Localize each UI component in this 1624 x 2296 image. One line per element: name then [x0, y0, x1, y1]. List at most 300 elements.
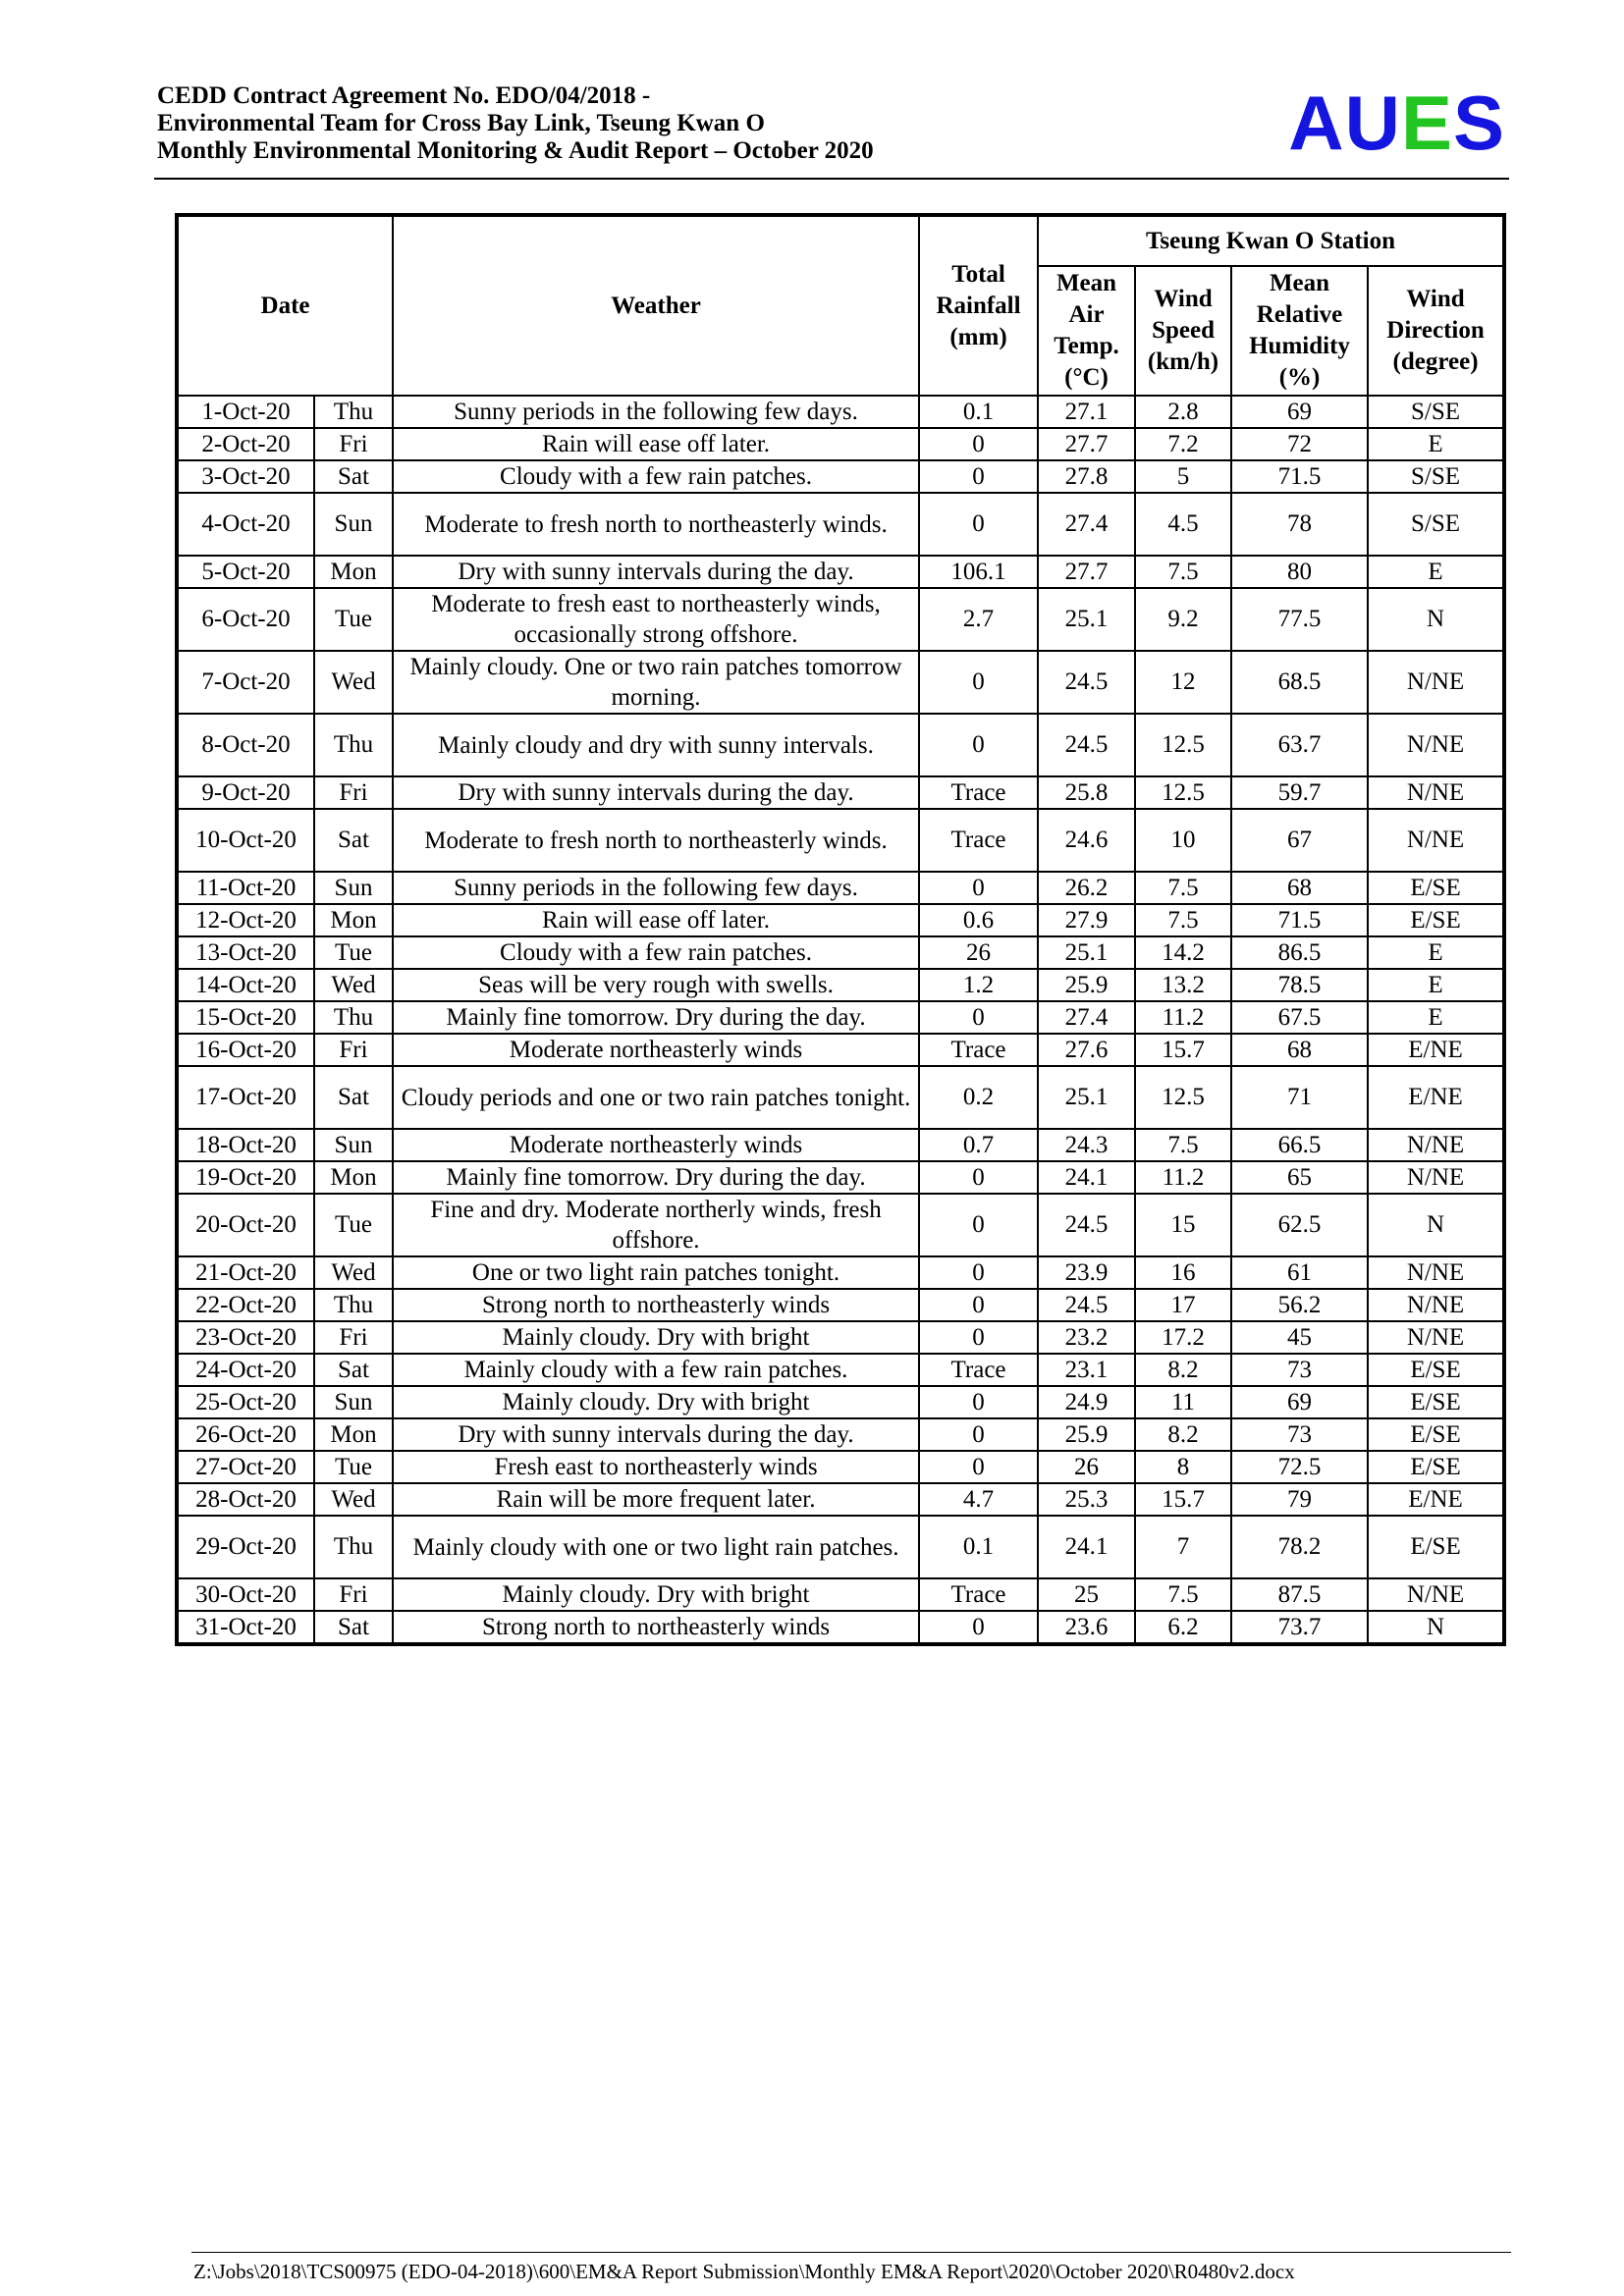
- humidity-cell: 62.5: [1231, 1194, 1368, 1256]
- rainfall-cell: 0: [919, 493, 1038, 556]
- table-row: [177, 396, 1504, 428]
- date-cell: 24-Oct-20: [177, 1354, 314, 1386]
- wind-speed-cell: 15: [1135, 1194, 1231, 1256]
- rainfall-cell: 0: [919, 1451, 1038, 1483]
- wind-direction-cell: E/SE: [1368, 1451, 1504, 1483]
- temp-cell: 26.2: [1038, 872, 1135, 904]
- rainfall-cell: 4.7: [919, 1483, 1038, 1516]
- table-row: [177, 428, 1504, 460]
- weather-cell: Fresh east to northeasterly winds: [393, 1451, 919, 1483]
- date-cell: 14-Oct-20: [177, 969, 314, 1001]
- humidity-cell: 68.5: [1231, 651, 1368, 714]
- temp-cell: 23.2: [1038, 1321, 1135, 1354]
- table-row: [177, 588, 1504, 651]
- rainfall-cell: 0.2: [919, 1066, 1038, 1129]
- wind-speed-cell: 7.5: [1135, 872, 1231, 904]
- wind-speed-cell: 11.2: [1135, 1001, 1231, 1034]
- day-cell: Tue: [314, 936, 393, 969]
- wind-direction-cell: E/SE: [1368, 1386, 1504, 1418]
- wind-direction-cell: N/NE: [1368, 1129, 1504, 1161]
- wind-speed-cell: 11: [1135, 1386, 1231, 1418]
- wind-direction-cell: E/SE: [1368, 1354, 1504, 1386]
- date-cell: 17-Oct-20: [177, 1066, 314, 1129]
- wind-direction-cell: N/NE: [1368, 651, 1504, 714]
- table-row: [177, 714, 1504, 776]
- table-row: [177, 1001, 1504, 1034]
- humidity-cell: 68: [1231, 1034, 1368, 1066]
- weather-cell: Rain will be more frequent later.: [393, 1483, 919, 1516]
- wind-direction-cell: N/NE: [1368, 809, 1504, 872]
- team-line: Environmental Team for Cross Bay Link, Tseung Kwan O: [157, 110, 765, 136]
- temp-cell: 24.3: [1038, 1129, 1135, 1161]
- table-row: [177, 1516, 1504, 1578]
- weather-cell: Rain will ease off later.: [393, 904, 919, 936]
- humidity-cell: 71.5: [1231, 460, 1368, 493]
- humidity-cell: 68: [1231, 872, 1368, 904]
- temp-cell: 27.4: [1038, 1001, 1135, 1034]
- weather-cell: Mainly fine tomorrow. Dry during the day.: [393, 1001, 919, 1034]
- table-row: [177, 493, 1504, 556]
- date-cell: 4-Oct-20: [177, 493, 314, 556]
- humidity-cell: 72: [1231, 428, 1368, 460]
- day-cell: Mon: [314, 556, 393, 588]
- day-cell: Sat: [314, 1354, 393, 1386]
- rainfall-cell: 0: [919, 1001, 1038, 1034]
- day-cell: Sat: [314, 1066, 393, 1129]
- wind-direction-cell: E/NE: [1368, 1483, 1504, 1516]
- rainfall-cell: Trace: [919, 1578, 1038, 1611]
- wind-speed-cell: 9.2: [1135, 588, 1231, 651]
- humidity-cell: 73: [1231, 1354, 1368, 1386]
- wind-direction-cell: E/SE: [1368, 1516, 1504, 1578]
- temp-cell: 24.1: [1038, 1516, 1135, 1578]
- rainfall-cell: Trace: [919, 776, 1038, 809]
- humidity-cell: 56.2: [1231, 1289, 1368, 1321]
- table-row: [177, 1451, 1504, 1483]
- header-rainfall: Total Rainfall (mm): [919, 215, 1038, 396]
- temp-cell: 24.5: [1038, 1289, 1135, 1321]
- wind-speed-cell: 7: [1135, 1516, 1231, 1578]
- date-cell: 19-Oct-20: [177, 1161, 314, 1194]
- day-cell: Thu: [314, 1289, 393, 1321]
- table-row: [177, 1161, 1504, 1194]
- date-cell: 1-Oct-20: [177, 396, 314, 428]
- date-cell: 21-Oct-20: [177, 1256, 314, 1289]
- weather-cell: Moderate to fresh north to northeasterly winds.: [393, 493, 919, 556]
- aues-logo: [1288, 80, 1505, 166]
- table-row: [177, 1418, 1504, 1451]
- weather-cell: Cloudy with a few rain patches.: [393, 460, 919, 493]
- wind-direction-cell: E: [1368, 936, 1504, 969]
- temp-cell: 27.7: [1038, 428, 1135, 460]
- temp-cell: 24.5: [1038, 651, 1135, 714]
- wind-speed-cell: 12.5: [1135, 1066, 1231, 1129]
- weather-cell: Sunny periods in the following few days.: [393, 396, 919, 428]
- table-row: [177, 1066, 1504, 1129]
- rainfall-cell: 2.7: [919, 588, 1038, 651]
- rainfall-cell: 0: [919, 1321, 1038, 1354]
- wind-speed-cell: 17.2: [1135, 1321, 1231, 1354]
- weather-cell: One or two light rain patches tonight.: [393, 1256, 919, 1289]
- wind-direction-cell: N/NE: [1368, 714, 1504, 776]
- weather-cell: Dry with sunny intervals during the day.: [393, 1418, 919, 1451]
- table-row: [177, 1321, 1504, 1354]
- day-cell: Sun: [314, 493, 393, 556]
- header-temp: Mean Air Temp. (°C): [1038, 266, 1135, 396]
- date-cell: 13-Oct-20: [177, 936, 314, 969]
- day-cell: Wed: [314, 1483, 393, 1516]
- rainfall-cell: 0: [919, 714, 1038, 776]
- wind-direction-cell: N: [1368, 1611, 1504, 1644]
- day-cell: Mon: [314, 904, 393, 936]
- temp-cell: 25: [1038, 1578, 1135, 1611]
- wind-speed-cell: 14.2: [1135, 936, 1231, 969]
- humidity-cell: 59.7: [1231, 776, 1368, 809]
- table-row: [177, 936, 1504, 969]
- table-row: [177, 1194, 1504, 1256]
- table-row: [177, 809, 1504, 872]
- temp-cell: 23.9: [1038, 1256, 1135, 1289]
- table-body: [177, 396, 1504, 1644]
- wind-speed-cell: 8.2: [1135, 1418, 1231, 1451]
- table-row: [177, 1256, 1504, 1289]
- day-cell: Tue: [314, 1451, 393, 1483]
- wind-speed-cell: 5: [1135, 460, 1231, 493]
- date-cell: 2-Oct-20: [177, 428, 314, 460]
- temp-cell: 27.8: [1038, 460, 1135, 493]
- wind-direction-cell: E/SE: [1368, 904, 1504, 936]
- date-cell: 27-Oct-20: [177, 1451, 314, 1483]
- temp-cell: 25.9: [1038, 969, 1135, 1001]
- rainfall-cell: 0: [919, 428, 1038, 460]
- temp-cell: 25.1: [1038, 1066, 1135, 1129]
- date-cell: 18-Oct-20: [177, 1129, 314, 1161]
- rainfall-cell: 0: [919, 1289, 1038, 1321]
- wind-speed-cell: 12.5: [1135, 776, 1231, 809]
- weather-cell: Mainly fine tomorrow. Dry during the day.: [393, 1161, 919, 1194]
- wind-direction-cell: N/NE: [1368, 1578, 1504, 1611]
- logo-letter-e: E: [1400, 80, 1453, 166]
- wind-direction-cell: E/SE: [1368, 872, 1504, 904]
- table-row: [177, 1483, 1504, 1516]
- date-cell: 5-Oct-20: [177, 556, 314, 588]
- rainfall-cell: 0: [919, 1611, 1038, 1644]
- day-cell: Wed: [314, 651, 393, 714]
- day-cell: Fri: [314, 1321, 393, 1354]
- wind-speed-cell: 4.5: [1135, 493, 1231, 556]
- day-cell: Tue: [314, 1194, 393, 1256]
- day-cell: Sat: [314, 1611, 393, 1644]
- temp-cell: 23.1: [1038, 1354, 1135, 1386]
- header-wind-direction: Wind Direction (degree): [1368, 266, 1504, 396]
- table-row: [177, 1034, 1504, 1066]
- humidity-cell: 69: [1231, 396, 1368, 428]
- humidity-cell: 67.5: [1231, 1001, 1368, 1034]
- day-cell: Fri: [314, 1034, 393, 1066]
- humidity-cell: 78: [1231, 493, 1368, 556]
- rainfall-cell: 106.1: [919, 556, 1038, 588]
- temp-cell: 27.9: [1038, 904, 1135, 936]
- wind-direction-cell: E: [1368, 556, 1504, 588]
- weather-cell: Seas will be very rough with swells.: [393, 969, 919, 1001]
- wind-speed-cell: 7.5: [1135, 1578, 1231, 1611]
- wind-speed-cell: 15.7: [1135, 1034, 1231, 1066]
- rainfall-cell: Trace: [919, 809, 1038, 872]
- header-weather: Weather: [393, 215, 919, 396]
- logo-letter-s: S: [1452, 80, 1505, 166]
- wind-speed-cell: 17: [1135, 1289, 1231, 1321]
- temp-cell: 25.3: [1038, 1483, 1135, 1516]
- wind-speed-cell: 12.5: [1135, 714, 1231, 776]
- day-cell: Sat: [314, 809, 393, 872]
- temp-cell: 25.1: [1038, 936, 1135, 969]
- contract-line: CEDD Contract Agreement No. EDO/04/2018 -: [157, 82, 651, 109]
- wind-speed-cell: 11.2: [1135, 1161, 1231, 1194]
- day-cell: Sun: [314, 1129, 393, 1161]
- date-cell: 9-Oct-20: [177, 776, 314, 809]
- wind-direction-cell: N: [1368, 1194, 1504, 1256]
- date-cell: 7-Oct-20: [177, 651, 314, 714]
- rainfall-cell: 1.2: [919, 969, 1038, 1001]
- wind-speed-cell: 16: [1135, 1256, 1231, 1289]
- temp-cell: 25.9: [1038, 1418, 1135, 1451]
- table-row: [177, 556, 1504, 588]
- rainfall-cell: 0: [919, 651, 1038, 714]
- weather-cell: Rain will ease off later.: [393, 428, 919, 460]
- weather-cell: Strong north to northeasterly winds: [393, 1289, 919, 1321]
- page-header: [157, 79, 1508, 177]
- date-cell: 29-Oct-20: [177, 1516, 314, 1578]
- temp-cell: 24.1: [1038, 1161, 1135, 1194]
- rainfall-cell: 0: [919, 872, 1038, 904]
- temp-cell: 24.5: [1038, 714, 1135, 776]
- rainfall-cell: 26: [919, 936, 1038, 969]
- humidity-cell: 78.5: [1231, 969, 1368, 1001]
- table-row: [177, 904, 1504, 936]
- humidity-cell: 69: [1231, 1386, 1368, 1418]
- weather-cell: Mainly cloudy with one or two light rain patches.: [393, 1516, 919, 1578]
- humidity-cell: 71: [1231, 1066, 1368, 1129]
- rainfall-cell: 0.1: [919, 1516, 1038, 1578]
- humidity-cell: 80: [1231, 556, 1368, 588]
- humidity-cell: 45: [1231, 1321, 1368, 1354]
- humidity-cell: 73.7: [1231, 1611, 1368, 1644]
- date-cell: 3-Oct-20: [177, 460, 314, 493]
- table-row: [177, 1386, 1504, 1418]
- temp-cell: 26: [1038, 1451, 1135, 1483]
- wind-speed-cell: 7.5: [1135, 556, 1231, 588]
- weather-cell: Cloudy with a few rain patches.: [393, 936, 919, 969]
- weather-cell: Moderate northeasterly winds: [393, 1129, 919, 1161]
- header-station: Tseung Kwan O Station: [1038, 215, 1504, 266]
- rainfall-cell: 0.7: [919, 1129, 1038, 1161]
- wind-speed-cell: 2.8: [1135, 396, 1231, 428]
- date-cell: 15-Oct-20: [177, 1001, 314, 1034]
- wind-speed-cell: 7.5: [1135, 1129, 1231, 1161]
- logo-letter-a: A: [1288, 80, 1345, 166]
- wind-speed-cell: 10: [1135, 809, 1231, 872]
- humidity-cell: 78.2: [1231, 1516, 1368, 1578]
- rainfall-cell: 0: [919, 1194, 1038, 1256]
- weather-cell: Moderate northeasterly winds: [393, 1034, 919, 1066]
- day-cell: Fri: [314, 1578, 393, 1611]
- table-row: [177, 1578, 1504, 1611]
- date-cell: 6-Oct-20: [177, 588, 314, 651]
- rainfall-cell: Trace: [919, 1354, 1038, 1386]
- table-row: [177, 1611, 1504, 1644]
- day-cell: Fri: [314, 428, 393, 460]
- day-cell: Thu: [314, 1516, 393, 1578]
- temp-cell: 27.4: [1038, 493, 1135, 556]
- humidity-cell: 61: [1231, 1256, 1368, 1289]
- weather-cell: Mainly cloudy and dry with sunny intervals.: [393, 714, 919, 776]
- report-title-block: [157, 82, 874, 165]
- humidity-cell: 79: [1231, 1483, 1368, 1516]
- footer-file-path: Z:\Jobs\2018\TCS00975 (EDO-04-2018)\600\EM&A Report Submission\Monthly EM&A Report\2020\October 2020\R0480v2.docx: [193, 2260, 1295, 2283]
- wind-speed-cell: 15.7: [1135, 1483, 1231, 1516]
- humidity-cell: 72.5: [1231, 1451, 1368, 1483]
- table-row: [177, 1129, 1504, 1161]
- wind-direction-cell: N/NE: [1368, 1321, 1504, 1354]
- wind-speed-cell: 7.5: [1135, 904, 1231, 936]
- rainfall-cell: 0.6: [919, 904, 1038, 936]
- wind-direction-cell: S/SE: [1368, 396, 1504, 428]
- humidity-cell: 65: [1231, 1161, 1368, 1194]
- date-cell: 22-Oct-20: [177, 1289, 314, 1321]
- humidity-cell: 77.5: [1231, 588, 1368, 651]
- rainfall-cell: 0: [919, 1256, 1038, 1289]
- date-cell: 8-Oct-20: [177, 714, 314, 776]
- table-row: [177, 872, 1504, 904]
- date-cell: 28-Oct-20: [177, 1483, 314, 1516]
- day-cell: Thu: [314, 396, 393, 428]
- weather-cell: Mainly cloudy with a few rain patches.: [393, 1354, 919, 1386]
- humidity-cell: 87.5: [1231, 1578, 1368, 1611]
- day-cell: Wed: [314, 1256, 393, 1289]
- temp-cell: 24.5: [1038, 1194, 1135, 1256]
- weather-cell: Sunny periods in the following few days.: [393, 872, 919, 904]
- day-cell: Thu: [314, 714, 393, 776]
- humidity-cell: 67: [1231, 809, 1368, 872]
- weather-cell: Mainly cloudy. One or two rain patches tomorrow morning.: [393, 651, 919, 714]
- temp-cell: 23.6: [1038, 1611, 1135, 1644]
- wind-direction-cell: N/NE: [1368, 1289, 1504, 1321]
- header-wind-speed: Wind Speed (km/h): [1135, 266, 1231, 396]
- humidity-cell: 71.5: [1231, 904, 1368, 936]
- date-cell: 20-Oct-20: [177, 1194, 314, 1256]
- day-cell: Sun: [314, 1386, 393, 1418]
- day-cell: Sun: [314, 872, 393, 904]
- wind-speed-cell: 6.2: [1135, 1611, 1231, 1644]
- wind-speed-cell: 13.2: [1135, 969, 1231, 1001]
- header-humidity: Mean Relative Humidity (%): [1231, 266, 1368, 396]
- table-row: [177, 1289, 1504, 1321]
- day-cell: Mon: [314, 1161, 393, 1194]
- date-cell: 30-Oct-20: [177, 1578, 314, 1611]
- temp-cell: 24.9: [1038, 1386, 1135, 1418]
- day-cell: Sat: [314, 460, 393, 493]
- wind-speed-cell: 12: [1135, 651, 1231, 714]
- temp-cell: 27.1: [1038, 396, 1135, 428]
- wind-direction-cell: N: [1368, 588, 1504, 651]
- weather-cell: Dry with sunny intervals during the day.: [393, 776, 919, 809]
- wind-speed-cell: 7.2: [1135, 428, 1231, 460]
- date-cell: 31-Oct-20: [177, 1611, 314, 1644]
- weather-cell: Mainly cloudy. Dry with bright: [393, 1578, 919, 1611]
- table-row: [177, 969, 1504, 1001]
- day-cell: Wed: [314, 969, 393, 1001]
- humidity-cell: 66.5: [1231, 1129, 1368, 1161]
- table-row: [177, 460, 1504, 493]
- rainfall-cell: 0: [919, 1418, 1038, 1451]
- wind-direction-cell: N/NE: [1368, 1161, 1504, 1194]
- wind-direction-cell: N/NE: [1368, 1256, 1504, 1289]
- rainfall-cell: 0: [919, 1161, 1038, 1194]
- day-cell: Thu: [314, 1001, 393, 1034]
- date-cell: 23-Oct-20: [177, 1321, 314, 1354]
- rainfall-cell: Trace: [919, 1034, 1038, 1066]
- header-divider: [154, 178, 1509, 180]
- date-cell: 25-Oct-20: [177, 1386, 314, 1418]
- wind-direction-cell: E/NE: [1368, 1066, 1504, 1129]
- date-cell: 16-Oct-20: [177, 1034, 314, 1066]
- wind-direction-cell: E/SE: [1368, 1418, 1504, 1451]
- temp-cell: 27.7: [1038, 556, 1135, 588]
- date-cell: 26-Oct-20: [177, 1418, 314, 1451]
- day-cell: Mon: [314, 1418, 393, 1451]
- weather-cell: Fine and dry. Moderate northerly winds, fresh offshore.: [393, 1194, 919, 1256]
- weather-cell: Dry with sunny intervals during the day.: [393, 556, 919, 588]
- table-row: [177, 651, 1504, 714]
- wind-direction-cell: S/SE: [1368, 493, 1504, 556]
- temp-cell: 25.1: [1038, 588, 1135, 651]
- rainfall-cell: 0: [919, 1386, 1038, 1418]
- wind-speed-cell: 8: [1135, 1451, 1231, 1483]
- header-date: Date: [177, 215, 393, 396]
- rainfall-cell: 0.1: [919, 396, 1038, 428]
- date-cell: 12-Oct-20: [177, 904, 314, 936]
- weather-cell: Moderate to fresh north to northeasterly winds.: [393, 809, 919, 872]
- weather-cell: Strong north to northeasterly winds: [393, 1611, 919, 1644]
- wind-direction-cell: E: [1368, 969, 1504, 1001]
- temp-cell: 27.6: [1038, 1034, 1135, 1066]
- footer-divider: [191, 2252, 1511, 2253]
- wind-direction-cell: E/NE: [1368, 1034, 1504, 1066]
- weather-cell: Mainly cloudy. Dry with bright: [393, 1386, 919, 1418]
- wind-direction-cell: E: [1368, 428, 1504, 460]
- table-row: [177, 1354, 1504, 1386]
- weather-data-table: [175, 213, 1506, 1646]
- temp-cell: 24.6: [1038, 809, 1135, 872]
- weather-cell: Moderate to fresh east to northeasterly winds, occasionally strong offshore.: [393, 588, 919, 651]
- table-row: [177, 776, 1504, 809]
- temp-cell: 25.8: [1038, 776, 1135, 809]
- report-line: Monthly Environmental Monitoring & Audit Report – October 2020: [157, 137, 874, 164]
- wind-speed-cell: 8.2: [1135, 1354, 1231, 1386]
- weather-cell: Mainly cloudy. Dry with bright: [393, 1321, 919, 1354]
- humidity-cell: 73: [1231, 1418, 1368, 1451]
- wind-direction-cell: N/NE: [1368, 776, 1504, 809]
- date-cell: 10-Oct-20: [177, 809, 314, 872]
- weather-cell: Cloudy periods and one or two rain patches tonight.: [393, 1066, 919, 1129]
- day-cell: Fri: [314, 776, 393, 809]
- humidity-cell: 86.5: [1231, 936, 1368, 969]
- wind-direction-cell: E: [1368, 1001, 1504, 1034]
- day-cell: Tue: [314, 588, 393, 651]
- rainfall-cell: 0: [919, 460, 1038, 493]
- wind-direction-cell: S/SE: [1368, 460, 1504, 493]
- humidity-cell: 63.7: [1231, 714, 1368, 776]
